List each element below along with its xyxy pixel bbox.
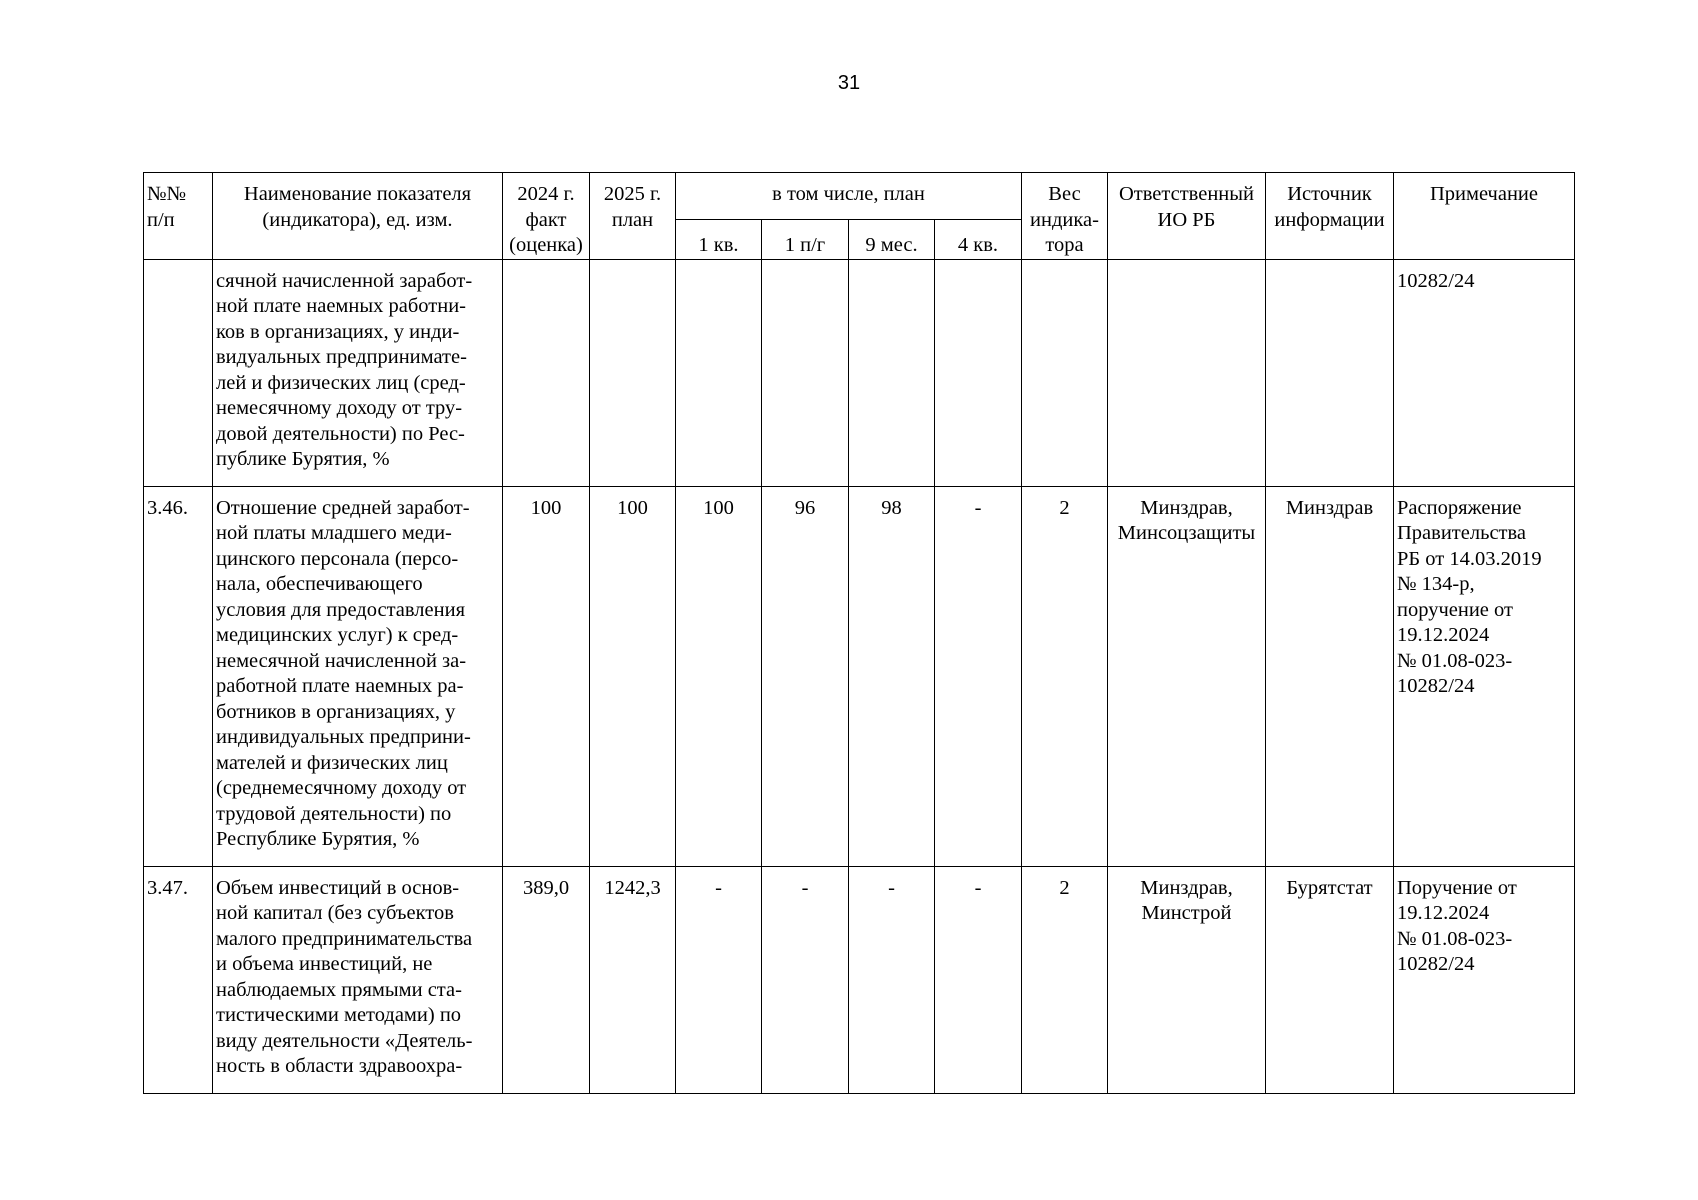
cell-h1	[762, 259, 849, 486]
cell-plan-2025: 100	[590, 486, 676, 866]
cell-name: Отношение средней заработ- ной платы младшего меди- цинского персонала (персо- нала, обеспечивающего условия для предоставления медицинских услуг) к сред- немесячной начисленной за- работной плате наемных ра- ботников в организациях, у индивидуальных предприни- мателей и физических лиц (среднемесячному доходу от трудовой деятельности) по Республике Бурятия, %	[213, 486, 503, 866]
cell-num: 3.47.	[144, 866, 213, 1093]
cell-weight: 2	[1022, 866, 1108, 1093]
header-num: №№ п/п	[144, 173, 213, 260]
cell-q4: -	[935, 486, 1022, 866]
header-h1: 1 п/г	[762, 220, 849, 260]
indicators-table	[143, 172, 1575, 1094]
header-row	[144, 173, 1575, 220]
cell-source	[1266, 259, 1394, 486]
cell-source: Бурятстат	[1266, 866, 1394, 1093]
cell-num: 3.46.	[144, 486, 213, 866]
cell-9m	[849, 259, 935, 486]
cell-name: сячной начисленной заработ- ной плате наемных работни- ков в организациях, у инди- видуальных предпринимате- лей и физических лиц (сред- немесячному доходу от тру- довой деятельности) по Рес- публике Бурятия, %	[213, 259, 503, 486]
page-number: 31	[837, 72, 861, 94]
header-source: Источник информации	[1266, 173, 1394, 260]
cell-weight	[1022, 259, 1108, 486]
cell-h1: -	[762, 866, 849, 1093]
cell-q1: -	[676, 866, 762, 1093]
cell-responsible: Минздрав, Минсоцзащиты	[1108, 486, 1266, 866]
header-note: Примечание	[1394, 173, 1575, 260]
cell-note: 10282/24	[1394, 259, 1575, 486]
table-row	[144, 486, 1575, 866]
cell-responsible	[1108, 259, 1266, 486]
cell-q4	[935, 259, 1022, 486]
cell-q1: 100	[676, 486, 762, 866]
header-plan-2025: 2025 г. план	[590, 173, 676, 260]
header-name: Наименование показателя (индикатора), ед. изм.	[213, 173, 503, 260]
cell-note: Распоряжение Правительства РБ от 14.03.2019 № 134-р, поручение от 19.12.2024 № 01.08-023- 10282/24	[1394, 486, 1575, 866]
cell-plan-2025: 1242,3	[590, 866, 676, 1093]
cell-h1: 96	[762, 486, 849, 866]
cell-num	[144, 259, 213, 486]
table-row	[144, 259, 1575, 486]
header-weight: Вес индика- тора	[1022, 173, 1108, 260]
header-q4: 4 кв.	[935, 220, 1022, 260]
cell-q4: -	[935, 866, 1022, 1093]
header-9m: 9 мес.	[849, 220, 935, 260]
cell-note: Поручение от 19.12.2024 № 01.08-023- 10282/24	[1394, 866, 1575, 1093]
cell-fact-2024: 100	[503, 486, 590, 866]
header-incl-plan: в том числе, план	[676, 173, 1022, 220]
header-fact-2024: 2024 г. факт (оценка)	[503, 173, 590, 260]
header-q1: 1 кв.	[676, 220, 762, 260]
header-responsible: Ответственный ИО РБ	[1108, 173, 1266, 260]
cell-responsible: Минздрав, Минстрой	[1108, 866, 1266, 1093]
cell-9m: 98	[849, 486, 935, 866]
cell-plan-2025	[590, 259, 676, 486]
table-row	[144, 866, 1575, 1093]
cell-weight: 2	[1022, 486, 1108, 866]
cell-q1	[676, 259, 762, 486]
cell-source: Минздрав	[1266, 486, 1394, 866]
cell-fact-2024	[503, 259, 590, 486]
cell-9m: -	[849, 866, 935, 1093]
cell-name: Объем инвестиций в основ- ной капитал (без субъектов малого предпринимательства и объема инвестиций, не наблюдаемых прямыми ста- тистическими методами) по виду деятельности «Деятель- ность в области здравоохра-	[213, 866, 503, 1093]
cell-fact-2024: 389,0	[503, 866, 590, 1093]
